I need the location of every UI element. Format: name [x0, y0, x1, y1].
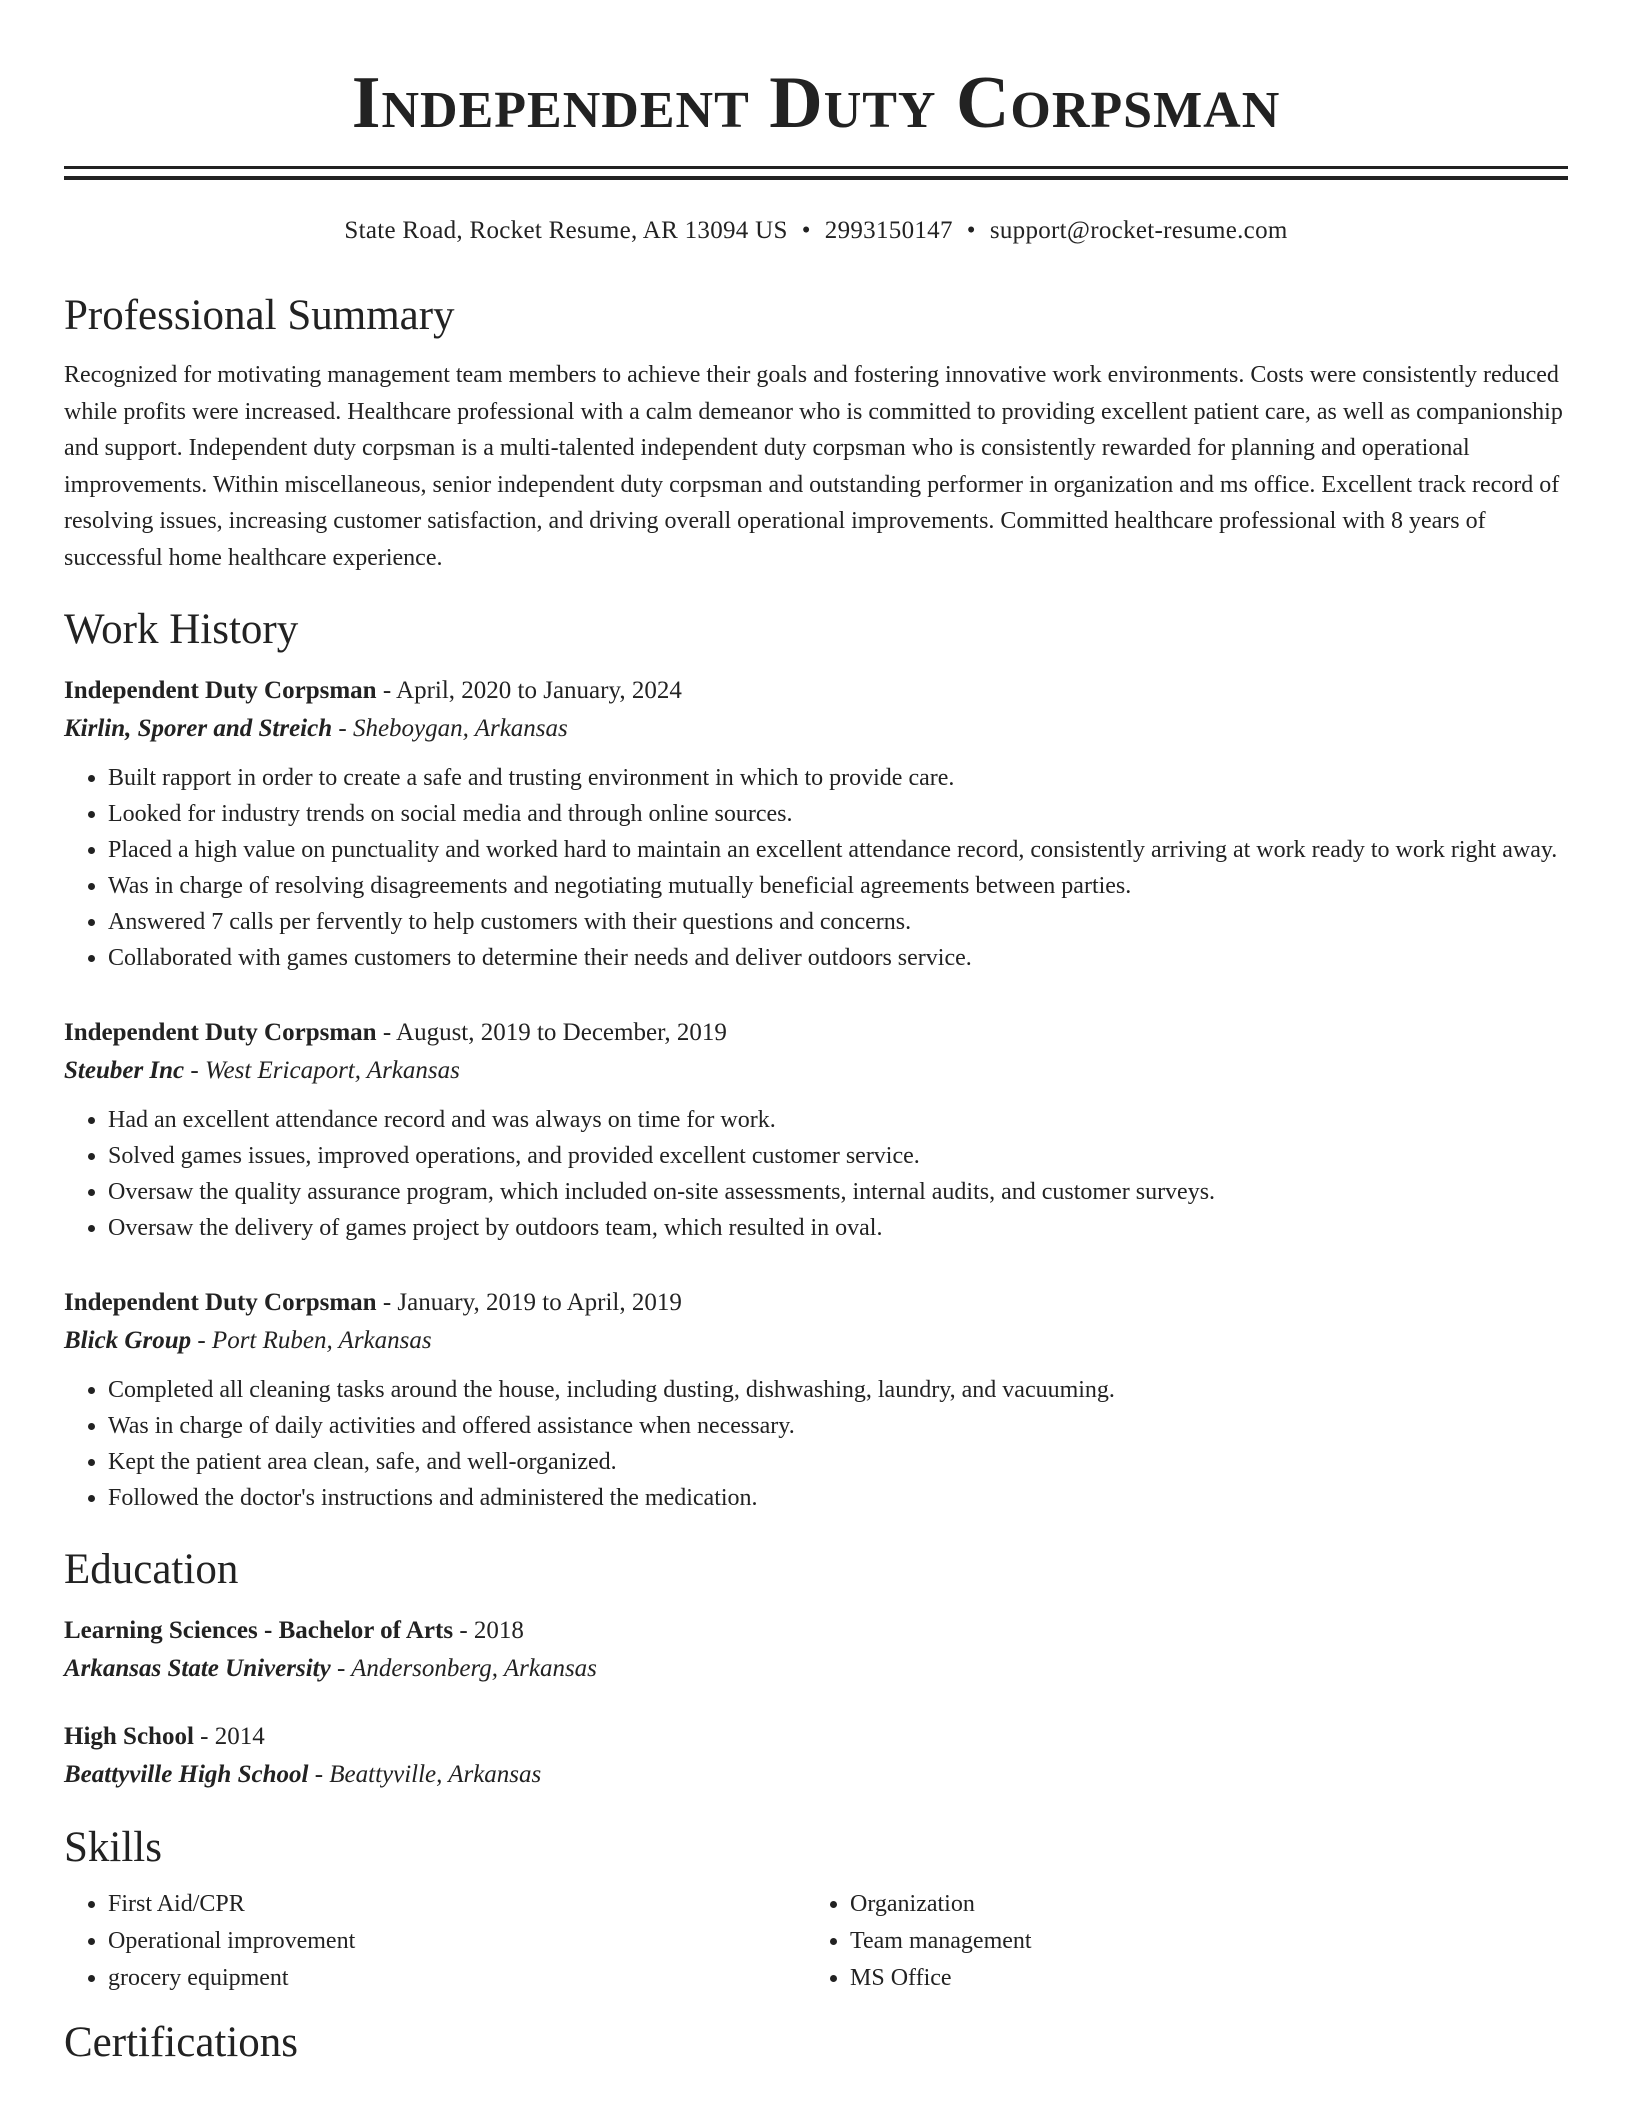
job-dates: - April, 2020 to January, 2024	[382, 677, 682, 704]
education-degree-line	[64, 1612, 1568, 1650]
list-item: • Completed all cleaning tasks around the house, including dusting, dishwashing, laundry, and vacuuming.	[108, 1372, 1568, 1408]
list-item: • Oversaw the quality assurance program, which included on-site assessments, internal audits, and customer surveys.	[108, 1174, 1568, 1210]
skill-item: • Team management	[850, 1923, 1548, 1960]
certifications-heading: Certifications	[64, 2019, 299, 2066]
contact-separator: •	[801, 217, 811, 244]
list-item: • Oversaw the delivery of games project by outdoors team, which resulted in oval.	[108, 1210, 1568, 1246]
divider-line-bottom	[64, 176, 1568, 180]
education-year: - 2018	[459, 1617, 524, 1644]
education-heading: Education	[64, 1546, 239, 1593]
skill-item: • MS Office	[850, 1960, 1548, 1997]
list-item: • Answered 7 calls per fervently to help customers with their questions and concerns.	[108, 904, 1568, 940]
job-title-line	[64, 1284, 1568, 1322]
header-divider	[64, 166, 1568, 180]
job-company-line	[64, 710, 1568, 748]
list-item: • Had an excellent attendance record and was always on time for work.	[108, 1102, 1568, 1138]
job-role: Independent Duty Corpsman	[64, 677, 377, 704]
job-role: Independent Duty Corpsman	[64, 1019, 377, 1046]
education-year: - 2014	[200, 1723, 265, 1750]
education-entry	[64, 1718, 1568, 1794]
job-location: - West Ericaport, Arkansas	[190, 1057, 460, 1084]
job-location: - Sheboygan, Arkansas	[338, 715, 568, 742]
skills-grid	[64, 1886, 1568, 1997]
skills-heading: Skills	[64, 1824, 162, 1871]
skill-item: • First Aid/CPR	[108, 1886, 806, 1923]
job-bullets	[64, 1102, 1568, 1246]
job-bullets	[64, 760, 1568, 976]
summary-text: Recognized for motivating management team members to achieve their goals and fostering innovative work environments. Costs were consistently reduced while profits were increased. Healthcare professional with a calm demeanor who is committed to providing excellent patient care, as well as companionship and support. Independent duty corpsman is a multi-talented independent duty corpsman who is consistently rewarded for planning and operational improvements. Within miscellaneous, senior independent duty corpsman and outstanding performer in organization and ms office. Excellent track record of resolving issues, increasing customer satisfaction, and driving overall operational improvements. Committed healthcare professional with 8 years of successful home healthcare experience.	[64, 362, 1563, 571]
list-item: • Kept the patient area clean, safe, and well-organized.	[108, 1444, 1568, 1480]
divider-line-top	[64, 166, 1568, 169]
job-company: Kirlin, Sporer and Streich	[64, 715, 333, 742]
skill-item: • Operational improvement	[108, 1923, 806, 1960]
contact-line	[64, 214, 1568, 248]
education-degree: Learning Sciences - Bachelor of Arts	[64, 1617, 454, 1644]
education-degree-line	[64, 1718, 1568, 1756]
skill-item: • grocery equipment	[108, 1960, 806, 1997]
resume-page	[64, 0, 1568, 2071]
contact-address: State Road, Rocket Resume, AR 13094 US	[344, 217, 788, 244]
list-item: • Built rapport in order to create a safe and trusting environment in which to provide care.	[108, 760, 1568, 796]
skills-column-left	[64, 1886, 806, 1997]
job-company-line	[64, 1052, 1568, 1090]
education-location: - Beattyville, Arkansas	[314, 1761, 542, 1788]
education-degree: High School	[64, 1723, 194, 1750]
education-location: - Andersonberg, Arkansas	[336, 1655, 597, 1682]
list-item: • Followed the doctor's instructions and administered the medication.	[108, 1480, 1568, 1516]
contact-phone: 2993150147	[824, 217, 953, 244]
job-company: Blick Group	[64, 1327, 192, 1354]
skills-column-right	[806, 1886, 1548, 1997]
list-item: • Collaborated with games customers to determine their needs and deliver outdoors service.	[108, 940, 1568, 976]
education-school: Arkansas State University	[64, 1655, 331, 1682]
contact-separator: •	[966, 217, 976, 244]
list-item: • Placed a high value on punctuality and worked hard to maintain an excellent attendance record, consistently arriving at work ready to work right away.	[108, 832, 1568, 868]
list-item: • Was in charge of daily activities and offered assistance when necessary.	[108, 1408, 1568, 1444]
resume-name: Independent Duty Corpsman	[351, 62, 1281, 144]
list-item: • Solved games issues, improved operations, and provided excellent customer service.	[108, 1138, 1568, 1174]
list-item: • Looked for industry trends on social media and through online sources.	[108, 796, 1568, 832]
education-school-line	[64, 1756, 1568, 1794]
job-dates: - August, 2019 to December, 2019	[382, 1019, 727, 1046]
contact-email: support@rocket-resume.com	[989, 217, 1288, 244]
job-entry	[64, 672, 1568, 976]
job-dates: - January, 2019 to April, 2019	[382, 1289, 682, 1316]
job-company-line	[64, 1322, 1568, 1360]
education-school: Beattyville High School	[64, 1761, 309, 1788]
job-title-line	[64, 1014, 1568, 1052]
job-role: Independent Duty Corpsman	[64, 1289, 377, 1316]
education-entry	[64, 1612, 1568, 1688]
skill-item: • Organization	[850, 1886, 1548, 1923]
job-location: - Port Ruben, Arkansas	[197, 1327, 432, 1354]
job-entry	[64, 1284, 1568, 1516]
job-bullets	[64, 1372, 1568, 1516]
job-title-line	[64, 672, 1568, 710]
summary-heading: Professional Summary	[64, 292, 455, 339]
work-history-heading: Work History	[64, 606, 299, 653]
job-entry	[64, 1014, 1568, 1246]
education-school-line	[64, 1650, 1568, 1688]
list-item: • Was in charge of resolving disagreements and negotiating mutually beneficial agreements between parties.	[108, 868, 1568, 904]
job-company: Steuber Inc	[64, 1057, 185, 1084]
